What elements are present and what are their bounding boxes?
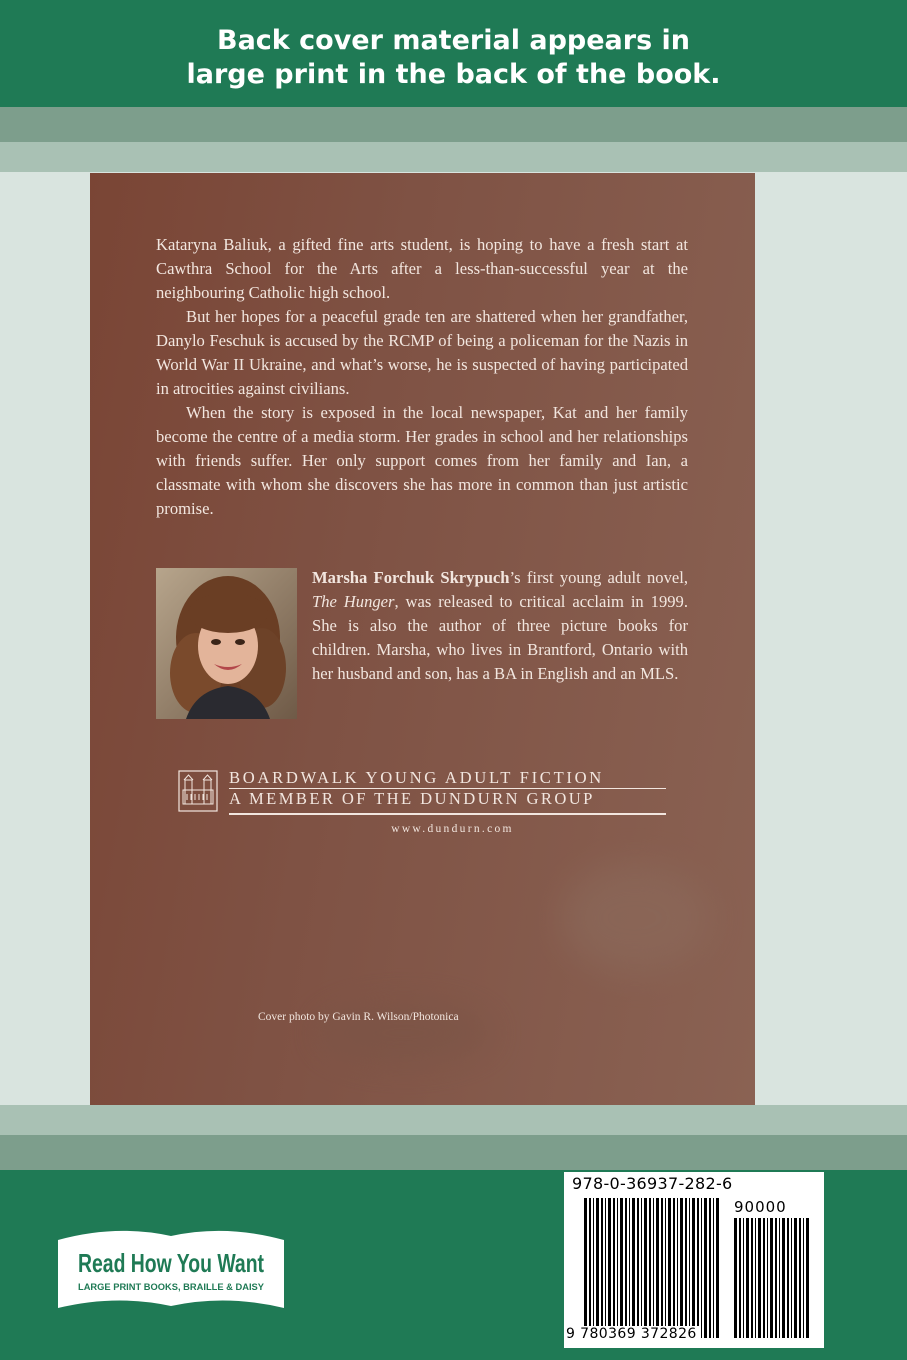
publisher-url: www.dundurn.com: [391, 823, 514, 835]
publisher-imprint: [178, 770, 668, 815]
read-how-you-want-logo: [56, 1222, 286, 1317]
isbn-barcode: [564, 1172, 824, 1348]
price-code: 90000: [734, 1198, 787, 1216]
barcode-bars: [584, 1198, 722, 1338]
synopsis: [156, 233, 688, 521]
imprint-line-2: A MEMBER OF THE DUNDURN GROUP: [229, 789, 595, 808]
synopsis-paragraph-1: Kataryna Baliuk, a gifted fine arts student, is hoping to have a fresh start at Cawthra School for the Arts after a less-than-successful year at the neighbouring Catholic high school.: [156, 235, 688, 302]
isbn-number: 978-0-36937-282-6: [572, 1174, 733, 1193]
top-stripe-light: [0, 142, 907, 172]
top-stripe-dark: [0, 107, 907, 142]
author-bio: Marsha Forchuk Skrypuch’s first young adult novel, The Hunger, was released to critical acclaim in 1999. She is also the author of three picture books for children. Marsha, who lives in Brantford, Ontario with her husband and son, has a BA in English and an MLS.: [312, 568, 688, 683]
price-barcode-bars: [734, 1218, 812, 1338]
bottom-stripe-light: [0, 1105, 907, 1135]
header-line-2: large print in the back of the book.: [186, 59, 721, 90]
book-title: The Hunger: [312, 592, 395, 611]
bottom-stripe-dark: [0, 1135, 907, 1170]
synopsis-paragraph-3: When the story is exposed in the local newspaper, Kat and her family become the centre of a media storm. Her grades in school and her relationships with friends suffer. Her only support comes from her family and Ian, a classmate with whom she discovers she has more in common than just artistic promise.: [156, 403, 688, 518]
logo-tagline: LARGE PRINT BOOKS, BRAILLE & DAISY: [78, 1282, 264, 1292]
author-photo: [156, 568, 297, 719]
boardwalk-logo-icon: [178, 770, 218, 812]
back-cover-image: [90, 173, 755, 1105]
author-name: Marsha Forchuk Skrypuch: [312, 568, 510, 587]
logo-name: Read How You Want: [78, 1248, 265, 1278]
header-band: [0, 0, 907, 107]
barcode-digits: 9 780369 372826: [566, 1326, 697, 1342]
photo-credit: Cover photo by Gavin R. Wilson/Photonica: [258, 1011, 459, 1023]
header-line-1: Back cover material appears in: [216, 25, 691, 56]
imprint-line-1: BOARDWALK YOUNG ADULT FICTION: [229, 768, 604, 787]
synopsis-paragraph-2: But her hopes for a peaceful grade ten are shattered when her grandfather, Danylo Feschuk is accused by the RCMP of being a policeman for the Nazis in World War II Ukraine, and what’s worse, he is suspected of having participated in atrocities against civilians.: [156, 307, 688, 398]
footer-band: [0, 1170, 907, 1360]
